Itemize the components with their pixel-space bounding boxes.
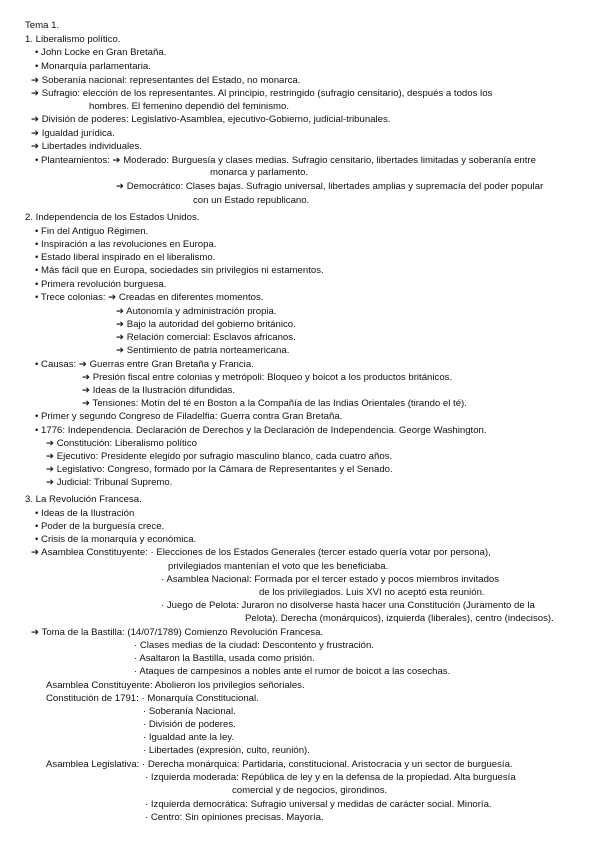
text-line: ➔ Ideas de la Ilustración difundidas. <box>82 385 236 396</box>
text-line: ➔ Sufragio: elección de los representantes. Al principio, restringido (sufragio censitario), después a todos los <box>31 88 493 99</box>
text-line: · Ataques de campesinos a nobles ante el rumor de boicot a las cosechas. <box>134 666 451 677</box>
section-heading-1: 1. Liberalismo político. <box>25 34 121 45</box>
text-line: · Soberanía Nacional. <box>143 706 236 717</box>
text-line: ➔ Judicial: Tribunal Supremo. <box>46 477 173 488</box>
text-line: privilegiados mantenían el voto que les beneficiaba. <box>168 561 389 572</box>
section-heading-2: 2. Independencia de los Estados Unidos. <box>25 212 200 223</box>
text-line: ➔ Legislativo: Congreso, formado por la Cámara de Representantes y el Senado. <box>46 464 393 475</box>
text-line: ➔ Asamblea Constituyente: · Elecciones de los Estados Generales (tercer estado quería votar por persona), <box>31 547 491 558</box>
text-line: · Asamblea Nacional: Formada por el tercer estado y pocos miembros invitados <box>161 574 500 585</box>
text-line: ➔ Libertades individuales. <box>31 141 142 152</box>
text-line: Asamblea Legislativa: · Derecha monárquica: Partidaria, constitucional. Aristocracia y un sector de burguesía. <box>46 759 513 770</box>
text-line: · Igualdad ante la ley. <box>143 732 235 743</box>
text-line: · Libertades (expresión, culto, reunión). <box>143 745 310 756</box>
text-line: ➔ Igualdad jurídica. <box>31 128 115 139</box>
text-line: • Trece colonias: ➔ Creadas en diferentes momentos. <box>35 292 264 303</box>
text-line: Pelota). Derecha (monárquicos), izquierda (liberales), centro (indecisos). <box>245 613 554 624</box>
text-line: de los privilegiados. Luis XVI no aceptó esta reunión. <box>259 587 485 598</box>
text-line: • John Locke en Gran Bretaña. <box>35 47 167 58</box>
text-line: • Fin del Antiguo Régimen. <box>35 226 149 237</box>
text-line: con un Estado republicano. <box>193 195 310 206</box>
text-line: • Planteamientos: ➔ Moderado: Burguesía y clases medias. Sufragio censitario, libertades limitadas y soberanía entre <box>35 155 536 166</box>
text-line: ➔ Soberanía nacional: representantes del Estado, no monarca. <box>31 75 301 86</box>
text-line: ➔ Democrático: Clases bajas. Sufragio universal, libertades amplias y supremacía del poder popular <box>116 181 544 192</box>
document-title: Tema 1. <box>25 20 60 31</box>
text-line: • Inspiración a las revoluciones en Europa. <box>35 239 217 250</box>
text-line: Constitución de 1791: · Monarquía Constitucional. <box>46 693 259 704</box>
text-line: ➔ Toma de la Bastilla: (14/07/1789) Comienzo Revolución Francesa. <box>31 627 324 638</box>
text-line: monarca y parlamento. <box>210 167 309 178</box>
text-line: • Causas: ➔ Guerras entre Gran Bretaña y Francia. <box>35 359 254 370</box>
text-line: • Primera revolución burguesa. <box>35 279 167 290</box>
text-line: · Asaltaron la Bastilla, usada como prisión. <box>134 653 315 664</box>
text-line: ➔ Constitución: Liberalismo político <box>46 438 197 449</box>
section-heading-3: 3. La Revolución Francesa. <box>25 494 142 505</box>
text-line: • Primer y segundo Congreso de Filadelfia: Guerra contra Gran Bretaña. <box>35 411 343 422</box>
text-line: • Ideas de la Ilustración <box>35 508 135 519</box>
text-line: • Más fácil que en Europa, sociedades sin privilegios ni estamentos. <box>35 265 324 276</box>
text-line: ➔ Ejecutivo: Presidente elegido por sufragio masculino blanco, cada cuatro años. <box>46 451 393 462</box>
text-line: hombres. El femenino dependió del feminismo. <box>89 101 289 112</box>
text-line: ➔ Tensiones: Motín del té en Boston a la Compañía de las Indias Orientales (tirando el té). <box>82 398 467 409</box>
text-line: ➔ Autonomía y administración propia. <box>116 306 277 317</box>
text-line: ➔ Bajo la autoridad del gobierno británico. <box>116 319 296 330</box>
text-line: • Crisis de la monarquía y económica. <box>35 534 197 545</box>
text-line: ➔ División de poderes: Legislativo-Asamblea, ejecutivo-Gobierno, judicial-tribunales. <box>31 114 391 125</box>
text-line: · Juego de Pelota: Juraron no disolverse hasta hacer una Constitución (Juramento de la <box>161 600 535 611</box>
text-line: · Centro: Sin opiniones precisas. Mayoría. <box>145 812 324 823</box>
text-line: · Izquierda democrática: Sufragio universal y medidas de carácter social. Minoría. <box>145 799 492 810</box>
text-line: ➔ Presión fiscal entre colonias y metrópoli: Bloqueo y boicot a los productos británicos. <box>82 372 453 383</box>
text-line: • Poder de la burguesía crece. <box>35 521 165 532</box>
text-line: · Izquierda moderada: República de ley y en la defensa de la propiedad. Alta burguesía <box>145 772 516 783</box>
text-line: Asamblea Constituyente: Abolieron los privilegios señoriales. <box>46 680 305 691</box>
text-line: · Clases medias de la ciudad: Descontento y frustración. <box>134 640 374 651</box>
text-line: ➔ Relación comercial: Esclavos africanos. <box>116 332 296 343</box>
text-line: · División de poderes. <box>143 719 236 730</box>
text-line: comercial y de negocios, girondinos. <box>232 785 388 796</box>
text-line: • Estado liberal inspirado en el liberalismo. <box>35 252 216 263</box>
text-line: ➔ Sentimiento de patria norteamericana. <box>116 345 290 356</box>
text-line: • 1776: Independencia. Declaración de Derechos y la Declaración de Independencia. George Washington. <box>35 425 487 436</box>
text-line: • Monarquía parlamentaria. <box>35 61 151 72</box>
